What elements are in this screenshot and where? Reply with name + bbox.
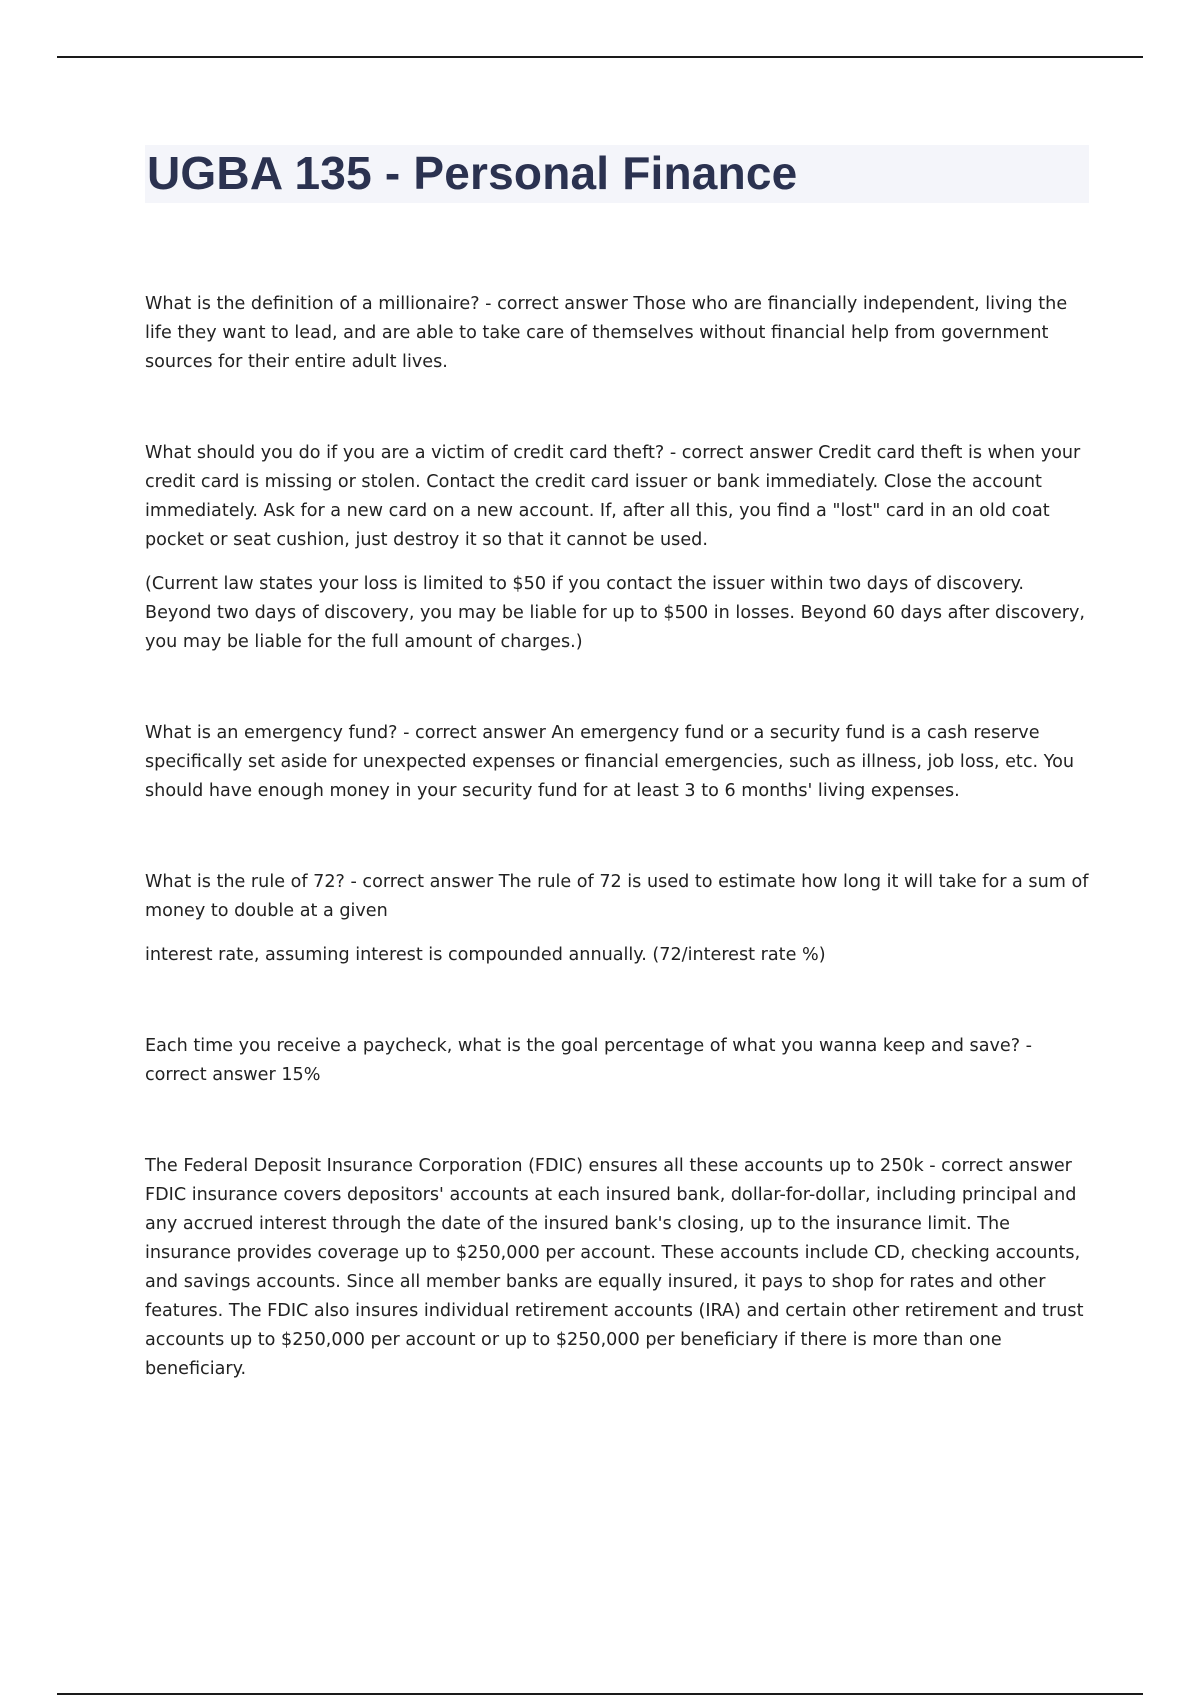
qa-entry-rule-of-72 (145, 868, 1089, 970)
qa-paragraph: What is the rule of 72? - correct answer The rule of 72 is used to estimate how long it will take for a sum of money to double at a given (145, 872, 1089, 921)
qa-paragraph: What is an emergency fund? - correct answer An emergency fund or a security fund is a cash reserve specifically set aside for unexpected expenses or financial emergencies, such as illness, job loss, etc. You should have enough money in your security fund for at least 3 to 6 months' living expenses. (145, 723, 1075, 801)
qa-paragraph: (Current law states your loss is limited to $50 if you contact the issuer within two days of discovery. Beyond two days of discovery, you may be liable for up to $500 in losses. Beyond 60 days after discovery, you may be liable for the full amount of charges.) (145, 574, 1086, 652)
qa-paragraph: What should you do if you are a victim of credit card theft? - correct answer Credit card theft is when your credit card is missing or stolen. Contact the credit card issuer or bank immediately. Close the account immediately. Ask for a new card on a new account. If, after all this, you find a "lost" card in an old coat pocket or seat cushion, just destroy it so that it cannot be used. (145, 443, 1081, 550)
qa-paragraph: interest rate, assuming interest is compounded annually. (72/interest rate %) (145, 945, 826, 965)
qa-entry-fdic (145, 1152, 1089, 1384)
qa-entry-emergency-fund (145, 719, 1089, 806)
qa-entry-paycheck-savings (145, 1032, 1089, 1090)
qa-entry-credit-card-theft (145, 439, 1089, 657)
document-body (145, 290, 1089, 1446)
qa-paragraph: What is the definition of a millionaire? - correct answer Those who are financially independent, living the life they want to lead, and are able to take care of themselves without financial help from government sources for their entire adult lives. (145, 294, 1068, 372)
top-divider (57, 56, 1143, 58)
qa-entry-millionaire (145, 290, 1089, 377)
page-title: UGBA 135 - Personal Finance (147, 147, 798, 199)
bottom-divider (57, 1693, 1143, 1695)
qa-paragraph: Each time you receive a paycheck, what is the goal percentage of what you wanna keep and save? - correct answer 15% (145, 1036, 1033, 1085)
qa-paragraph: The Federal Deposit Insurance Corporation (FDIC) ensures all these accounts up to 250k - correct answer FDIC insurance covers depositors' accounts at each insured bank, dollar-for-dollar, including principal and any accrued interest through the date of the insured bank's closing, up to the insurance limit. The insurance provides coverage up to $250,000 per account. These accounts include CD, checking accounts, and savings accounts. Since all member banks are equally insured, it pays to shop for rates and other features. The FDIC also insures individual retirement accounts (IRA) and certain other retirement and trust accounts up to $250,000 per account or up to $250,000 per beneficiary if there is more than one beneficiary. (145, 1156, 1084, 1379)
